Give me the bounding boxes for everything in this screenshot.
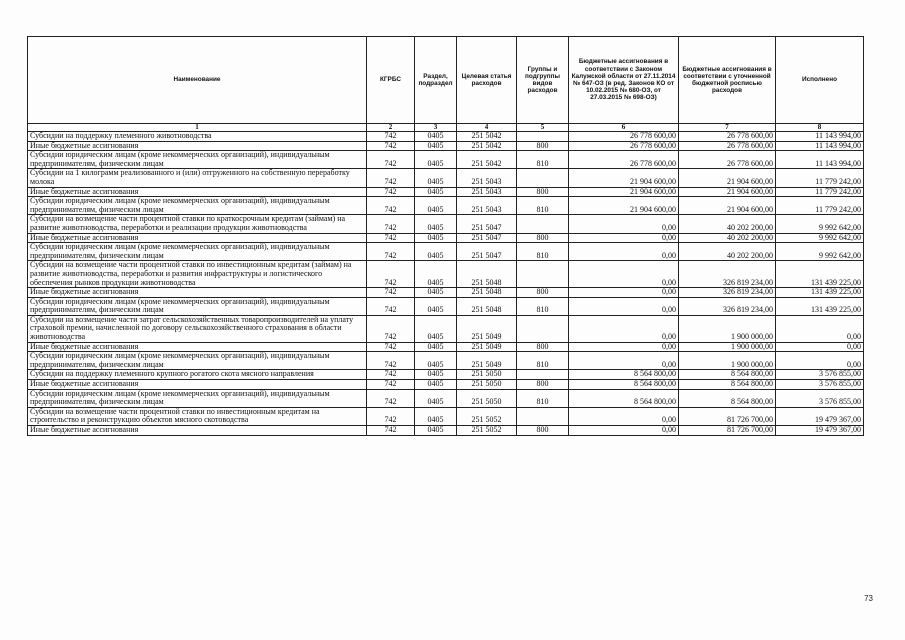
- cell-kgrbs: 742: [367, 132, 415, 142]
- table-header-row: [28, 37, 864, 124]
- table-row: [28, 380, 864, 390]
- col-number: 8: [776, 124, 864, 132]
- cell-article: 251 5042: [457, 132, 517, 142]
- header-kgrbs: КГРБС: [367, 37, 415, 124]
- cell-article: 251 5052: [457, 407, 517, 425]
- cell-refined-amount: 26 778 600,00: [679, 151, 776, 169]
- cell-article: 251 5048: [457, 261, 517, 288]
- cell-razdel: 0405: [415, 342, 457, 352]
- col-number: 5: [517, 124, 569, 132]
- cell-name: Иные бюджетные ассигнования: [28, 426, 367, 436]
- cell-article: 251 5050: [457, 389, 517, 407]
- cell-executed-amount: 131 439 225,00: [776, 261, 864, 288]
- cell-name: Субсидии на возмещение части процентной ставки по инвестиционным кредитам на строительство и реконструкцию объектов мясного скотоводства: [28, 407, 367, 425]
- cell-kgrbs: 742: [367, 389, 415, 407]
- cell-name: Субсидии юридическим лицам (кроме некоммерческих организаций), индивидуальным предпринимателям, физическим лицам: [28, 151, 367, 169]
- cell-kgrbs: 742: [367, 426, 415, 436]
- cell-group: 800: [517, 141, 569, 151]
- cell-law-amount: 0,00: [569, 297, 679, 315]
- cell-refined-amount: 1 900 000,00: [679, 342, 776, 352]
- cell-group: 800: [517, 426, 569, 436]
- table-row: [28, 197, 864, 215]
- cell-refined-amount: 8 564 800,00: [679, 370, 776, 380]
- cell-razdel: 0405: [415, 380, 457, 390]
- col-number: 1: [28, 124, 367, 132]
- cell-kgrbs: 742: [367, 141, 415, 151]
- table-row: [28, 261, 864, 288]
- cell-refined-amount: 21 904 600,00: [679, 169, 776, 187]
- cell-article: 251 5052: [457, 426, 517, 436]
- header-razdel: Раздел, подраздел: [415, 37, 457, 124]
- cell-group: 800: [517, 380, 569, 390]
- cell-refined-amount: 8 564 800,00: [679, 389, 776, 407]
- cell-article: 251 5043: [457, 187, 517, 197]
- table-row: [28, 426, 864, 436]
- table-row: [28, 243, 864, 261]
- cell-kgrbs: 742: [367, 169, 415, 187]
- cell-name: Иные бюджетные ассигнования: [28, 342, 367, 352]
- cell-law-amount: 26 778 600,00: [569, 141, 679, 151]
- cell-group: [517, 370, 569, 380]
- cell-razdel: 0405: [415, 169, 457, 187]
- cell-kgrbs: 742: [367, 187, 415, 197]
- cell-name: Субсидии на возмещение части процентной ставки по краткосрочным кредитам (займам) на развитие животноводства, переработки и реализации продукции животноводства: [28, 215, 367, 233]
- cell-refined-amount: 8 564 800,00: [679, 380, 776, 390]
- cell-group: [517, 169, 569, 187]
- cell-name: Субсидии юридическим лицам (кроме некоммерческих организаций), индивидуальным предпринимателям, физическим лицам: [28, 243, 367, 261]
- cell-kgrbs: 742: [367, 215, 415, 233]
- cell-refined-amount: 81 726 700,00: [679, 426, 776, 436]
- cell-group: 800: [517, 342, 569, 352]
- cell-razdel: 0405: [415, 141, 457, 151]
- cell-law-amount: 0,00: [569, 407, 679, 425]
- cell-group: 810: [517, 151, 569, 169]
- cell-law-amount: 8 564 800,00: [569, 370, 679, 380]
- cell-law-amount: 26 778 600,00: [569, 132, 679, 142]
- cell-razdel: 0405: [415, 215, 457, 233]
- header-article: Целевая статья расходов: [457, 37, 517, 124]
- cell-name: Иные бюджетные ассигнования: [28, 380, 367, 390]
- table-row: [28, 141, 864, 151]
- cell-refined-amount: 326 819 234,00: [679, 297, 776, 315]
- cell-kgrbs: 742: [367, 243, 415, 261]
- table-row: [28, 215, 864, 233]
- cell-group: 800: [517, 187, 569, 197]
- cell-law-amount: 0,00: [569, 261, 679, 288]
- cell-article: 251 5049: [457, 315, 517, 342]
- cell-executed-amount: 19 479 367,00: [776, 426, 864, 436]
- cell-razdel: 0405: [415, 352, 457, 370]
- cell-executed-amount: 11 779 242,00: [776, 169, 864, 187]
- cell-name: Субсидии на возмещение части затрат сельскохозяйственных товаропроизводителей на уплату страховой премии, начисленной по договору сельскохозяйственного страхования в области животноводства: [28, 315, 367, 342]
- cell-law-amount: 0,00: [569, 315, 679, 342]
- col-number: 7: [679, 124, 776, 132]
- cell-law-amount: 21 904 600,00: [569, 197, 679, 215]
- cell-razdel: 0405: [415, 315, 457, 342]
- cell-executed-amount: 9 992 642,00: [776, 215, 864, 233]
- column-numbers-row: [28, 124, 864, 132]
- table-row: [28, 342, 864, 352]
- cell-refined-amount: 21 904 600,00: [679, 197, 776, 215]
- cell-law-amount: 0,00: [569, 243, 679, 261]
- cell-law-amount: 21 904 600,00: [569, 169, 679, 187]
- cell-group: 810: [517, 297, 569, 315]
- cell-kgrbs: 742: [367, 315, 415, 342]
- cell-razdel: 0405: [415, 132, 457, 142]
- header-groups: Группы и подгруппы видов расходов: [517, 37, 569, 124]
- cell-refined-amount: 326 819 234,00: [679, 288, 776, 298]
- cell-razdel: 0405: [415, 243, 457, 261]
- cell-refined-amount: 26 778 600,00: [679, 141, 776, 151]
- cell-name: Иные бюджетные ассигнования: [28, 141, 367, 151]
- cell-law-amount: 8 564 800,00: [569, 389, 679, 407]
- cell-group: 810: [517, 197, 569, 215]
- cell-name: Субсидии юридическим лицам (кроме некоммерческих организаций), индивидуальным предпринимателям, физическим лицам: [28, 352, 367, 370]
- cell-kgrbs: 742: [367, 288, 415, 298]
- cell-executed-amount: 11 143 994,00: [776, 141, 864, 151]
- cell-article: 251 5042: [457, 141, 517, 151]
- cell-name: Иные бюджетные ассигнования: [28, 187, 367, 197]
- cell-name: Иные бюджетные ассигнования: [28, 233, 367, 243]
- cell-article: 251 5049: [457, 342, 517, 352]
- cell-kgrbs: 742: [367, 261, 415, 288]
- header-refined: Бюджетные ассигнования в соответствии с уточненной бюджетной росписью расходов: [679, 37, 776, 124]
- col-number: 2: [367, 124, 415, 132]
- col-number: 3: [415, 124, 457, 132]
- table-row: [28, 169, 864, 187]
- cell-article: 251 5048: [457, 297, 517, 315]
- cell-kgrbs: 742: [367, 380, 415, 390]
- cell-kgrbs: 742: [367, 197, 415, 215]
- cell-executed-amount: 0,00: [776, 352, 864, 370]
- cell-law-amount: 0,00: [569, 426, 679, 436]
- cell-refined-amount: 1 900 000,00: [679, 352, 776, 370]
- cell-group: [517, 315, 569, 342]
- cell-razdel: 0405: [415, 297, 457, 315]
- col-number: 4: [457, 124, 517, 132]
- cell-article: 251 5050: [457, 380, 517, 390]
- cell-name: Субсидии юридическим лицам (кроме некоммерческих организаций), индивидуальным предпринимателям, физическим лицам: [28, 197, 367, 215]
- cell-refined-amount: 1 900 000,00: [679, 315, 776, 342]
- cell-article: 251 5043: [457, 197, 517, 215]
- cell-refined-amount: 40 202 200,00: [679, 215, 776, 233]
- header-executed: Исполнено: [776, 37, 864, 124]
- cell-name: Субсидии на 1 килограмм реализованного и (или) отгруженного на собственную переработку молока: [28, 169, 367, 187]
- cell-razdel: 0405: [415, 370, 457, 380]
- cell-executed-amount: 9 992 642,00: [776, 233, 864, 243]
- cell-law-amount: 0,00: [569, 352, 679, 370]
- cell-refined-amount: 81 726 700,00: [679, 407, 776, 425]
- table-row: [28, 132, 864, 142]
- cell-name: Субсидии на возмещение части процентной ставки по инвестиционным кредитам (займам) на развитие животноводства, переработки и развития инфраструктуры и логистического обеспечения рынков продукции животноводства: [28, 261, 367, 288]
- table-row: [28, 233, 864, 243]
- cell-article: 251 5047: [457, 233, 517, 243]
- col-number: 6: [569, 124, 679, 132]
- cell-razdel: 0405: [415, 407, 457, 425]
- table-row: [28, 389, 864, 407]
- cell-group: 810: [517, 243, 569, 261]
- cell-razdel: 0405: [415, 187, 457, 197]
- budget-table: [27, 36, 864, 436]
- cell-executed-amount: 11 779 242,00: [776, 197, 864, 215]
- header-name: Наименование: [28, 37, 367, 124]
- cell-article: 251 5047: [457, 215, 517, 233]
- cell-refined-amount: 26 778 600,00: [679, 132, 776, 142]
- cell-executed-amount: 11 779 242,00: [776, 187, 864, 197]
- table-row: [28, 352, 864, 370]
- cell-name: Субсидии юридическим лицам (кроме некоммерческих организаций), индивидуальным предпринимателям, физическим лицам: [28, 297, 367, 315]
- cell-executed-amount: 3 576 855,00: [776, 389, 864, 407]
- cell-group: 800: [517, 288, 569, 298]
- cell-law-amount: 8 564 800,00: [569, 380, 679, 390]
- cell-razdel: 0405: [415, 389, 457, 407]
- cell-executed-amount: 131 439 225,00: [776, 297, 864, 315]
- cell-kgrbs: 742: [367, 233, 415, 243]
- cell-law-amount: 0,00: [569, 215, 679, 233]
- table-row: [28, 370, 864, 380]
- table-row: [28, 315, 864, 342]
- cell-razdel: 0405: [415, 233, 457, 243]
- cell-name: Субсидии юридическим лицам (кроме некоммерческих организаций), индивидуальным предпринимателям, физическим лицам: [28, 389, 367, 407]
- cell-executed-amount: 3 576 855,00: [776, 370, 864, 380]
- cell-razdel: 0405: [415, 197, 457, 215]
- cell-kgrbs: 742: [367, 342, 415, 352]
- cell-refined-amount: 21 904 600,00: [679, 187, 776, 197]
- cell-razdel: 0405: [415, 151, 457, 169]
- cell-law-amount: 0,00: [569, 288, 679, 298]
- cell-name: Иные бюджетные ассигнования: [28, 288, 367, 298]
- cell-razdel: 0405: [415, 426, 457, 436]
- cell-law-amount: 26 778 600,00: [569, 151, 679, 169]
- cell-article: 251 5047: [457, 243, 517, 261]
- cell-group: [517, 132, 569, 142]
- cell-article: 251 5043: [457, 169, 517, 187]
- cell-kgrbs: 742: [367, 151, 415, 169]
- cell-refined-amount: 40 202 200,00: [679, 243, 776, 261]
- cell-executed-amount: 11 143 994,00: [776, 151, 864, 169]
- cell-kgrbs: 742: [367, 370, 415, 380]
- cell-law-amount: 21 904 600,00: [569, 187, 679, 197]
- cell-article: 251 5048: [457, 288, 517, 298]
- cell-group: [517, 215, 569, 233]
- cell-refined-amount: 326 819 234,00: [679, 261, 776, 288]
- table-row: [28, 187, 864, 197]
- cell-executed-amount: 0,00: [776, 342, 864, 352]
- cell-group: [517, 407, 569, 425]
- cell-name: Субсидии на поддержку племенного крупного рогатого скота мясного направления: [28, 370, 367, 380]
- cell-law-amount: 0,00: [569, 233, 679, 243]
- cell-group: 800: [517, 233, 569, 243]
- cell-kgrbs: 742: [367, 352, 415, 370]
- page-number: 73: [864, 594, 873, 603]
- table-body: [28, 132, 864, 436]
- cell-executed-amount: 3 576 855,00: [776, 380, 864, 390]
- cell-kgrbs: 742: [367, 407, 415, 425]
- table-row: [28, 288, 864, 298]
- cell-executed-amount: 0,00: [776, 315, 864, 342]
- cell-group: 810: [517, 389, 569, 407]
- cell-name: Субсидии на поддержку племенного животноводства: [28, 132, 367, 142]
- cell-executed-amount: 9 992 642,00: [776, 243, 864, 261]
- cell-article: 251 5049: [457, 352, 517, 370]
- cell-executed-amount: 19 479 367,00: [776, 407, 864, 425]
- cell-article: 251 5042: [457, 151, 517, 169]
- cell-refined-amount: 40 202 200,00: [679, 233, 776, 243]
- table-row: [28, 297, 864, 315]
- cell-law-amount: 0,00: [569, 342, 679, 352]
- cell-group: 810: [517, 352, 569, 370]
- cell-group: [517, 261, 569, 288]
- cell-kgrbs: 742: [367, 297, 415, 315]
- table-row: [28, 151, 864, 169]
- table-row: [28, 407, 864, 425]
- header-law: Бюджетные ассигнования в соответствии с Законом Калужской области от 27.11.2014 № 647-ОЗ (в ред. Законов КО от 10.02.2015 № 680-ОЗ, от 27.03.2015 № 698-ОЗ): [569, 37, 679, 124]
- cell-article: 251 5050: [457, 370, 517, 380]
- cell-razdel: 0405: [415, 261, 457, 288]
- cell-executed-amount: 11 143 994,00: [776, 132, 864, 142]
- cell-razdel: 0405: [415, 288, 457, 298]
- cell-executed-amount: 131 439 225,00: [776, 288, 864, 298]
